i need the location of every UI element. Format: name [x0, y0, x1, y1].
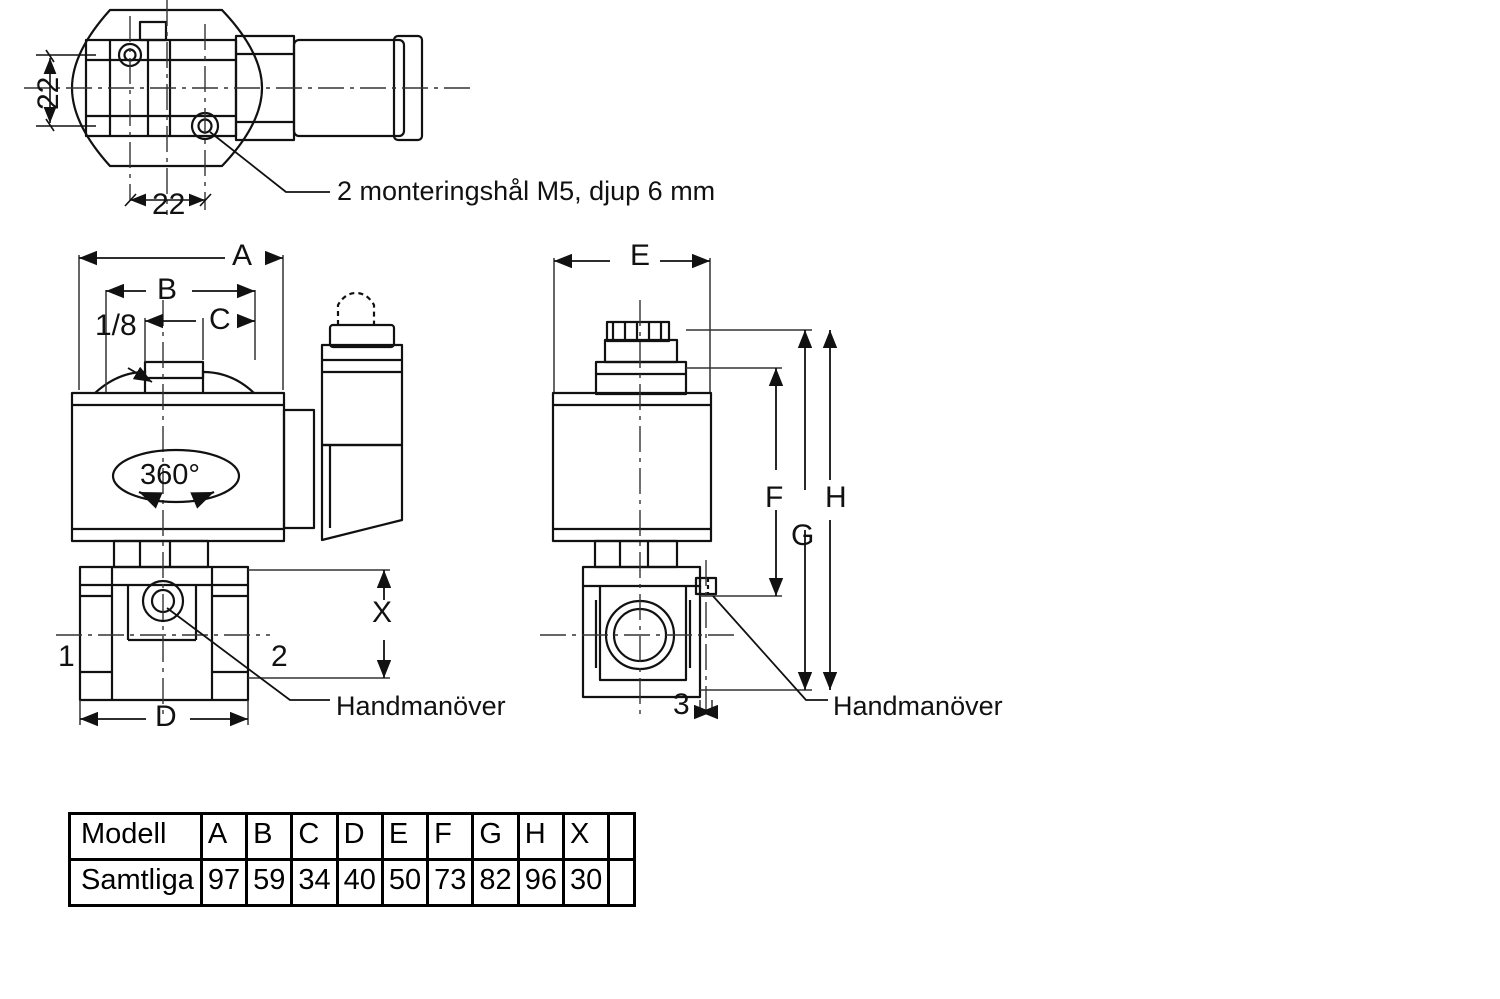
table-cell-f: 73 — [428, 860, 473, 906]
table-header-e: E — [382, 814, 427, 860]
top-view-vertical-dim-label: 22 — [32, 76, 65, 110]
dim-label-a: A — [232, 239, 253, 272]
dim-label-g: G — [791, 519, 815, 552]
table-header-b: B — [247, 814, 292, 860]
note-manual-override-left: Handmanöver — [336, 691, 506, 721]
table-header-spacer — [609, 814, 635, 860]
table-header-x: X — [563, 814, 608, 860]
dim-label-f: F — [765, 481, 784, 514]
dim-label-b: B — [157, 273, 178, 306]
table-cell-a: 97 — [201, 860, 246, 906]
table-cell-spacer — [609, 860, 635, 906]
table-header-g: G — [473, 814, 518, 860]
note-mounting-holes: 2 monteringshål M5, djup 6 mm — [337, 176, 716, 206]
table-cell-x: 30 — [563, 860, 608, 906]
port-label-2: 2 — [271, 640, 288, 673]
dim-label-d: D — [155, 700, 177, 733]
table-header-f: F — [428, 814, 473, 860]
dim-label-e: E — [630, 239, 651, 272]
table-cell-d: 40 — [337, 860, 382, 906]
table-cell-c: 34 — [292, 860, 337, 906]
table-cell-e: 50 — [382, 860, 427, 906]
dimension-table — [68, 812, 636, 907]
dim-label-x: X — [372, 596, 393, 629]
thread-label: 1/8 — [95, 309, 137, 342]
port-label-3: 3 — [673, 688, 690, 721]
note-manual-override-right: Handmanöver — [833, 691, 1003, 721]
table-header-d: D — [337, 814, 382, 860]
table-header-modell: Modell — [70, 814, 202, 860]
table-header-h: H — [518, 814, 563, 860]
dim-label-h: H — [825, 481, 847, 514]
front-view-body — [72, 293, 402, 700]
table-header-row — [70, 814, 635, 860]
dim-label-c: C — [209, 303, 231, 336]
table-row — [70, 860, 635, 906]
rotation-label: 360° — [140, 459, 200, 491]
top-view-horizontal-dim-label: 22 — [152, 188, 186, 221]
table-cell-h: 96 — [518, 860, 563, 906]
table-header-c: C — [292, 814, 337, 860]
table-cell-model: Samtliga — [70, 860, 202, 906]
port-label-1: 1 — [58, 640, 75, 673]
table-cell-b: 59 — [247, 860, 292, 906]
table-cell-g: 82 — [473, 860, 518, 906]
side-view-body — [553, 322, 716, 697]
table-header-a: A — [201, 814, 246, 860]
